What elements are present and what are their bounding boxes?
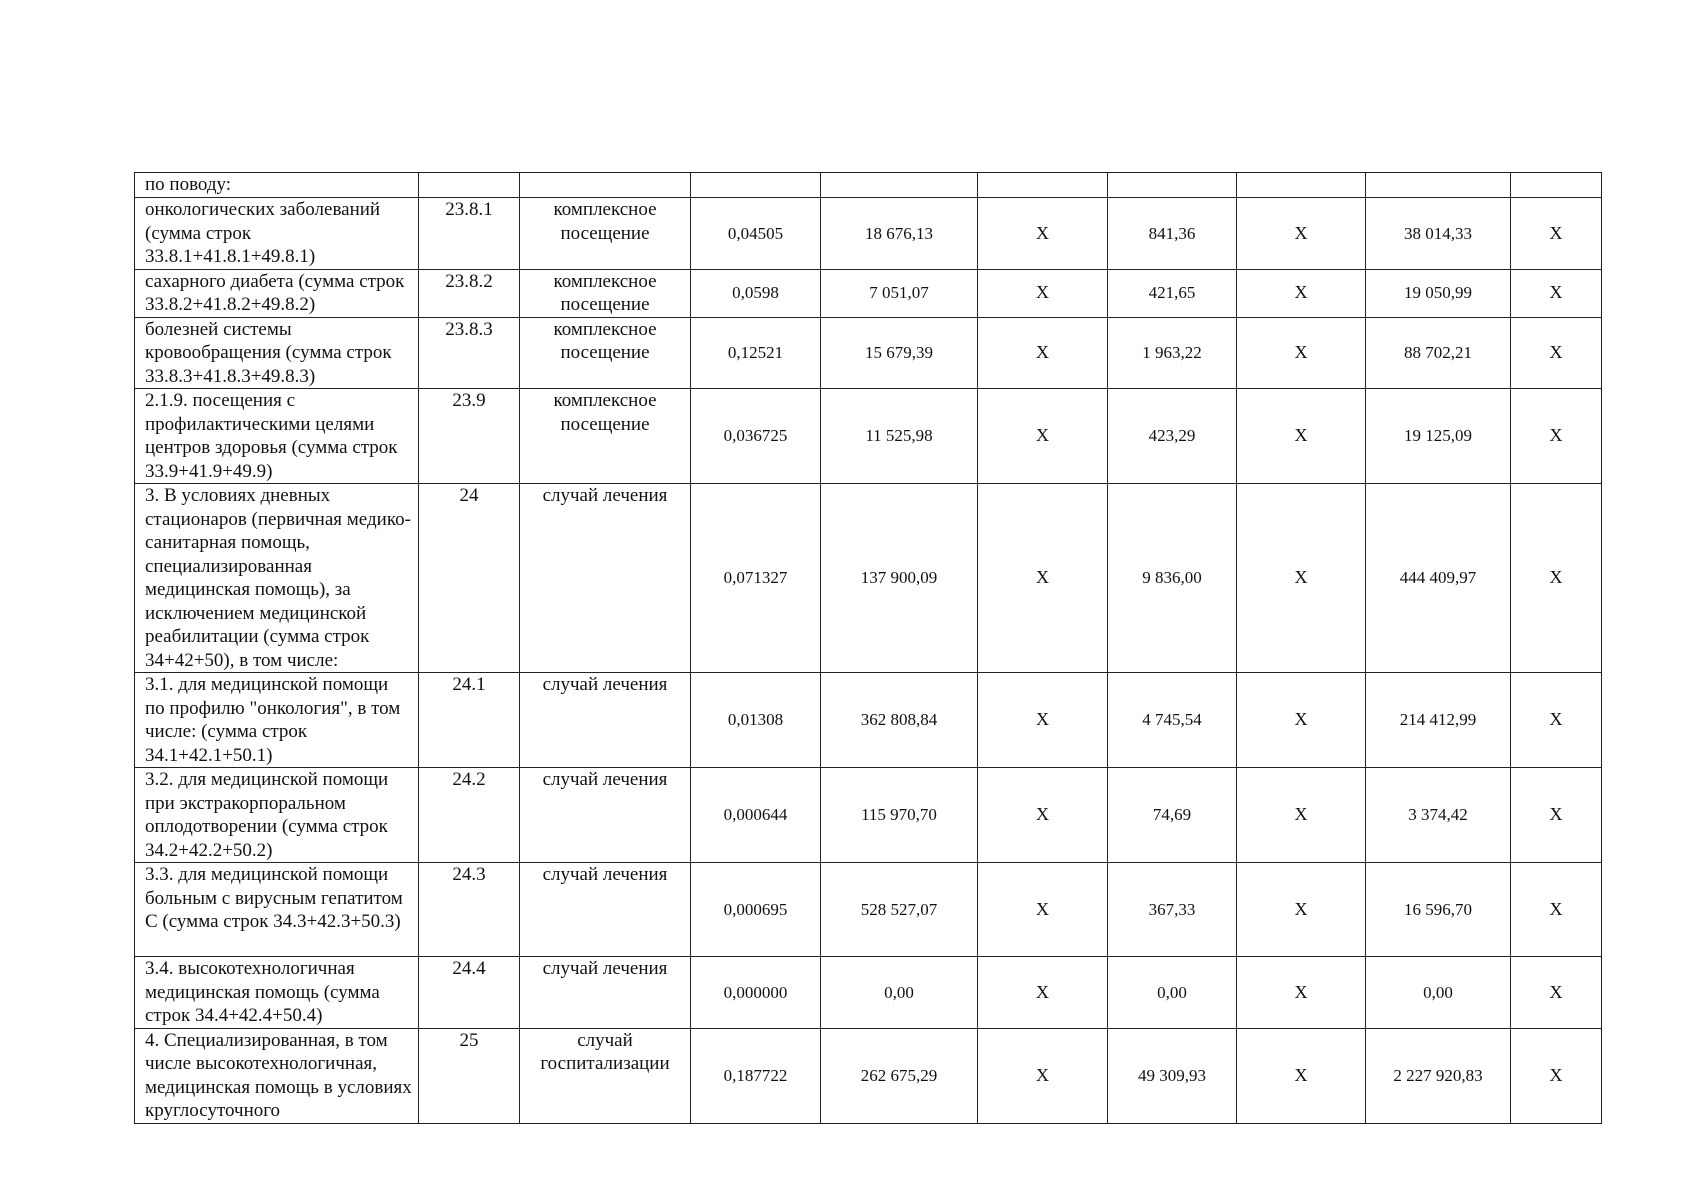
cell-col-7: 0,00 bbox=[1108, 957, 1237, 1029]
cell-col-4: 0,000000 bbox=[691, 957, 821, 1029]
cell-col-9: 444 409,97 bbox=[1366, 484, 1511, 673]
cell-col-8: X bbox=[1237, 768, 1366, 863]
table-row bbox=[135, 673, 1602, 768]
unit-of-measure: комплексное посещение bbox=[520, 198, 691, 270]
cell-col-8: X bbox=[1237, 957, 1366, 1029]
cell-col-6: X bbox=[978, 484, 1108, 673]
row-code: 23.8.3 bbox=[419, 317, 520, 389]
cell-col-4: 0,000644 bbox=[691, 768, 821, 863]
cell-col-5: 7 051,07 bbox=[821, 269, 978, 317]
row-code: 23.8.1 bbox=[419, 198, 520, 270]
cell-col-8: X bbox=[1237, 269, 1366, 317]
table-row bbox=[135, 484, 1602, 673]
cell-col-5: 15 679,39 bbox=[821, 317, 978, 389]
cell-col-6: X bbox=[978, 957, 1108, 1029]
row-label: 2.1.9. посещения с профилактическими целями центров здоровья (сумма строк 33.9+41.9+49.9) bbox=[135, 389, 419, 484]
cell-col-10: X bbox=[1511, 484, 1602, 673]
row-label: 4. Специализированная, в том числе высокотехнологичная, медицинская помощь в условиях круглосуточного bbox=[135, 1028, 419, 1123]
cell-col-10: X bbox=[1511, 389, 1602, 484]
cell-col-9: 0,00 bbox=[1366, 957, 1511, 1029]
cell-col-5: 11 525,98 bbox=[821, 389, 978, 484]
cell-col-8: X bbox=[1237, 389, 1366, 484]
unit-of-measure: случай лечения bbox=[520, 768, 691, 863]
cell-col-6 bbox=[978, 173, 1108, 198]
cell-col-5: 362 808,84 bbox=[821, 673, 978, 768]
cell-col-10: X bbox=[1511, 768, 1602, 863]
row-label: 3.3. для медицинской помощи больным с вирусным гепатитом С (сумма строк 34.3+42.3+50.3) bbox=[135, 863, 419, 957]
row-code: 25 bbox=[419, 1028, 520, 1123]
table-row bbox=[135, 198, 1602, 270]
table-row bbox=[135, 1028, 1602, 1123]
cell-col-5: 528 527,07 bbox=[821, 863, 978, 957]
cell-col-9: 3 374,42 bbox=[1366, 768, 1511, 863]
cell-col-4 bbox=[691, 173, 821, 198]
table-row bbox=[135, 269, 1602, 317]
cell-col-6: X bbox=[978, 768, 1108, 863]
cell-col-9: 2 227 920,83 bbox=[1366, 1028, 1511, 1123]
cell-col-7: 423,29 bbox=[1108, 389, 1237, 484]
cell-col-4: 0,036725 bbox=[691, 389, 821, 484]
row-label: 3.2. для медицинской помощи при экстракорпоральном оплодотворении (сумма строк 34.2+42.2+50.2) bbox=[135, 768, 419, 863]
cell-col-8: X bbox=[1237, 1028, 1366, 1123]
row-code: 24.3 bbox=[419, 863, 520, 957]
cell-col-4: 0,12521 bbox=[691, 317, 821, 389]
cell-col-5: 18 676,13 bbox=[821, 198, 978, 270]
unit-of-measure: комплексное посещение bbox=[520, 389, 691, 484]
cell-col-6: X bbox=[978, 317, 1108, 389]
cell-col-4: 0,0598 bbox=[691, 269, 821, 317]
cell-col-5 bbox=[821, 173, 978, 198]
cell-col-7: 421,65 bbox=[1108, 269, 1237, 317]
table-row bbox=[135, 863, 1602, 957]
unit-of-measure: случай лечения bbox=[520, 957, 691, 1029]
cell-col-6: X bbox=[978, 673, 1108, 768]
table-row bbox=[135, 389, 1602, 484]
cell-col-5: 0,00 bbox=[821, 957, 978, 1029]
cell-col-8: X bbox=[1237, 863, 1366, 957]
cell-col-10: X bbox=[1511, 317, 1602, 389]
cell-col-5: 262 675,29 bbox=[821, 1028, 978, 1123]
row-code: 23.8.2 bbox=[419, 269, 520, 317]
cell-col-10: X bbox=[1511, 957, 1602, 1029]
cell-col-7: 367,33 bbox=[1108, 863, 1237, 957]
cell-col-4: 0,01308 bbox=[691, 673, 821, 768]
table-body bbox=[135, 173, 1602, 1124]
cell-col-10 bbox=[1511, 173, 1602, 198]
cell-col-9: 19 050,99 bbox=[1366, 269, 1511, 317]
row-code: 24.4 bbox=[419, 957, 520, 1029]
cell-col-8: X bbox=[1237, 317, 1366, 389]
table-row bbox=[135, 173, 1602, 198]
cell-col-5: 115 970,70 bbox=[821, 768, 978, 863]
cell-col-6: X bbox=[978, 389, 1108, 484]
cell-col-9: 38 014,33 bbox=[1366, 198, 1511, 270]
cell-col-4: 0,187722 bbox=[691, 1028, 821, 1123]
row-label: 3.4. высокотехнологичная медицинская помощь (сумма строк 34.4+42.4+50.4) bbox=[135, 957, 419, 1029]
unit-of-measure: случай лечения bbox=[520, 484, 691, 673]
row-label: сахарного диабета (сумма строк 33.8.2+41.8.2+49.8.2) bbox=[135, 269, 419, 317]
cell-col-10: X bbox=[1511, 198, 1602, 270]
unit-of-measure bbox=[520, 173, 691, 198]
table-row bbox=[135, 317, 1602, 389]
table-row bbox=[135, 768, 1602, 863]
cell-col-4: 0,071327 bbox=[691, 484, 821, 673]
cell-col-8: X bbox=[1237, 484, 1366, 673]
unit-of-measure: случай госпитализации bbox=[520, 1028, 691, 1123]
row-label: болезней системы кровообращения (сумма строк 33.8.3+41.8.3+49.8.3) bbox=[135, 317, 419, 389]
cell-col-9: 16 596,70 bbox=[1366, 863, 1511, 957]
cell-col-6: X bbox=[978, 269, 1108, 317]
row-label: 3.1. для медицинской помощи по профилю "онкология", в том числе: (сумма строк 34.1+42.1+50.1) bbox=[135, 673, 419, 768]
cell-col-6: X bbox=[978, 1028, 1108, 1123]
row-label: по поводу: bbox=[135, 173, 419, 198]
cell-col-8: X bbox=[1237, 198, 1366, 270]
cell-col-9 bbox=[1366, 173, 1511, 198]
cell-col-5: 137 900,09 bbox=[821, 484, 978, 673]
document-table bbox=[134, 172, 1602, 1124]
row-code: 24.1 bbox=[419, 673, 520, 768]
cell-col-8 bbox=[1237, 173, 1366, 198]
cell-col-9: 19 125,09 bbox=[1366, 389, 1511, 484]
row-code: 24.2 bbox=[419, 768, 520, 863]
unit-of-measure: случай лечения bbox=[520, 863, 691, 957]
row-code: 23.9 bbox=[419, 389, 520, 484]
cell-col-7: 9 836,00 bbox=[1108, 484, 1237, 673]
cell-col-9: 214 412,99 bbox=[1366, 673, 1511, 768]
row-code: 24 bbox=[419, 484, 520, 673]
cell-col-10: X bbox=[1511, 673, 1602, 768]
cell-col-8: X bbox=[1237, 673, 1366, 768]
row-code bbox=[419, 173, 520, 198]
row-label: 3. В условиях дневных стационаров (первичная медико-санитарная помощь, специализированная медицинская помощь), за исключением медицинской реабилитации (сумма строк 34+42+50), в том числе: bbox=[135, 484, 419, 673]
unit-of-measure: случай лечения bbox=[520, 673, 691, 768]
cell-col-10: X bbox=[1511, 1028, 1602, 1123]
cell-col-6: X bbox=[978, 863, 1108, 957]
cell-col-4: 0,000695 bbox=[691, 863, 821, 957]
cell-col-10: X bbox=[1511, 863, 1602, 957]
cell-col-4: 0,04505 bbox=[691, 198, 821, 270]
cell-col-7: 4 745,54 bbox=[1108, 673, 1237, 768]
cell-col-9: 88 702,21 bbox=[1366, 317, 1511, 389]
cell-col-7 bbox=[1108, 173, 1237, 198]
unit-of-measure: комплексное посещение bbox=[520, 317, 691, 389]
cell-col-7: 841,36 bbox=[1108, 198, 1237, 270]
cell-col-7: 74,69 bbox=[1108, 768, 1237, 863]
table-row bbox=[135, 957, 1602, 1029]
cell-col-7: 1 963,22 bbox=[1108, 317, 1237, 389]
unit-of-measure: комплексное посещение bbox=[520, 269, 691, 317]
row-label: онкологических заболеваний (сумма строк 33.8.1+41.8.1+49.8.1) bbox=[135, 198, 419, 270]
cell-col-10: X bbox=[1511, 269, 1602, 317]
cell-col-7: 49 309,93 bbox=[1108, 1028, 1237, 1123]
cell-col-6: X bbox=[978, 198, 1108, 270]
